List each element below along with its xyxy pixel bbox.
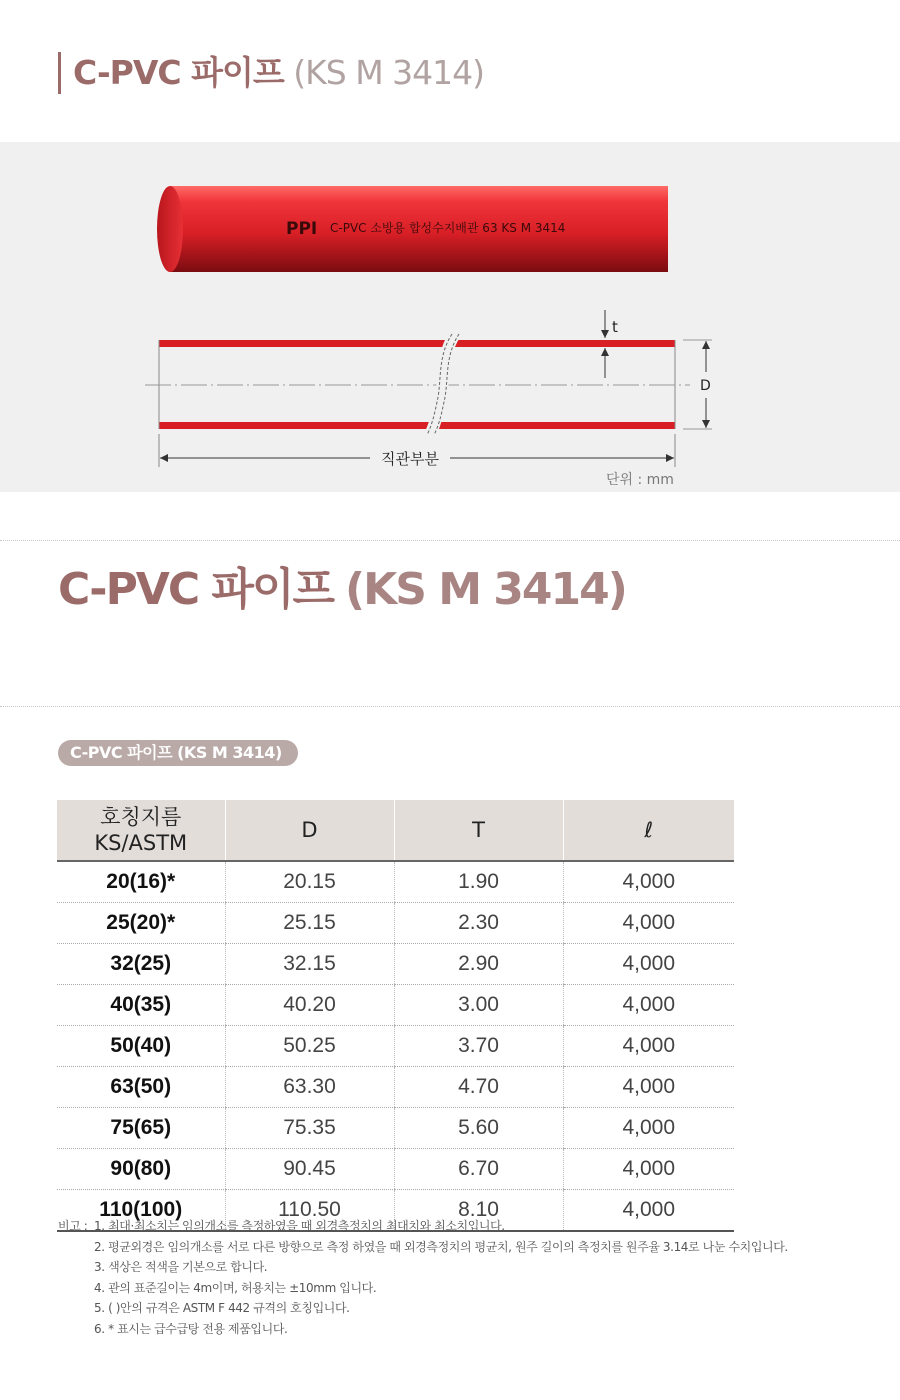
pipe-brand-print: PPI [286, 219, 318, 239]
note-item: 5. ( )안의 규격은 ASTM F 442 규격의 호칭입니다. [94, 1301, 350, 1315]
cell-t: 3.00 [394, 985, 563, 1026]
cell-length: 4,000 [563, 944, 734, 985]
pipe-photo [157, 186, 668, 272]
table-row [57, 944, 734, 985]
thickness-label: t [612, 318, 618, 336]
cell-t: 3.70 [394, 1026, 563, 1067]
notes [58, 1216, 858, 1339]
cell-t: 2.30 [394, 903, 563, 944]
header-nominal-size: 호칭지름 KS/ASTM [57, 800, 225, 861]
spec-table [57, 800, 734, 1232]
divider [0, 706, 900, 707]
pipe-diagram [0, 142, 900, 492]
table-row [57, 1149, 734, 1190]
table-header-row [57, 800, 734, 861]
cell-nominal: 75(65) [57, 1108, 225, 1149]
pipe-spec-print: C-PVC 소방용 합성수지배관 63 KS M 3414 [330, 221, 566, 235]
note-item: 3. 색상은 적색을 기본으로 합니다. [94, 1260, 268, 1274]
diameter-label: D [700, 378, 711, 394]
cell-length: 4,000 [563, 1108, 734, 1149]
page-title-main: C-PVC 파이프 [73, 53, 284, 92]
pipe-section-drawing [145, 310, 712, 488]
cell-nominal: 90(80) [57, 1149, 225, 1190]
header-length: ℓ [563, 800, 734, 861]
section-title-main: C-PVC 파이프 [58, 564, 333, 615]
cell-d: 110.50 [225, 1190, 394, 1232]
cell-t: 8.10 [394, 1190, 563, 1232]
divider [0, 540, 900, 541]
table-caption-badge: C-PVC 파이프 (KS M 3414) [58, 740, 298, 766]
cell-d: 50.25 [225, 1026, 394, 1067]
cell-d: 25.15 [225, 903, 394, 944]
cell-length: 4,000 [563, 1190, 734, 1232]
cell-t: 1.90 [394, 861, 563, 903]
cell-nominal: 63(50) [57, 1067, 225, 1108]
notes-label: 비고 : [58, 1219, 88, 1233]
table-row [57, 861, 734, 903]
cell-d: 90.45 [225, 1149, 394, 1190]
cell-t: 6.70 [394, 1149, 563, 1190]
notes-list [58, 1216, 858, 1339]
table-row [57, 903, 734, 944]
cell-d: 40.20 [225, 985, 394, 1026]
cell-nominal: 32(25) [57, 944, 225, 985]
cell-t: 2.90 [394, 944, 563, 985]
cell-d: 32.15 [225, 944, 394, 985]
cell-length: 4,000 [563, 1026, 734, 1067]
section-title [58, 560, 626, 620]
table-row [57, 1108, 734, 1149]
cell-length: 4,000 [563, 985, 734, 1026]
unit-label: 단위 : mm [606, 472, 674, 488]
table-row [57, 1067, 734, 1108]
cell-length: 4,000 [563, 861, 734, 903]
note-item: 4. 관의 표준길이는 4m이며, 허용치는 ±10mm 입니다. [94, 1280, 377, 1295]
page-title [58, 52, 484, 94]
cell-nominal: 40(35) [57, 985, 225, 1026]
note-item: 6. * 표시는 급수급탕 전용 제품입니다. [94, 1321, 288, 1336]
cell-d: 20.15 [225, 861, 394, 903]
cell-length: 4,000 [563, 1149, 734, 1190]
header-t: T [394, 800, 563, 861]
cell-d: 63.30 [225, 1067, 394, 1108]
cell-length: 4,000 [563, 903, 734, 944]
page-title-sub: (KS M 3414) [293, 53, 485, 92]
cell-nominal: 50(40) [57, 1026, 225, 1067]
header-d: D [225, 800, 394, 861]
cell-nominal: 110(100) [57, 1190, 225, 1232]
cell-t: 5.60 [394, 1108, 563, 1149]
cell-nominal: 25(20)* [57, 903, 225, 944]
section-title-sub: (KS M 3414) [344, 564, 626, 615]
note-item: 1. 최대·최소치는 임의개소를 측정하였을 때 외경측정치의 최대치와 최소치입니다. [94, 1219, 505, 1233]
straight-section-label: 직관부분 [381, 450, 439, 468]
note-item: 2. 평균외경은 임의개소를 서로 다른 방향으로 측정 하였을 때 외경측정치의 평균치, 원주 길이의 측정치를 원주율 3.14로 나눈 수치입니다. [94, 1239, 788, 1254]
cell-nominal: 20(16)* [57, 861, 225, 903]
table-row [57, 985, 734, 1026]
pipe-diagram-panel [0, 142, 900, 492]
cell-d: 75.35 [225, 1108, 394, 1149]
table-row [57, 1026, 734, 1067]
cell-t: 4.70 [394, 1067, 563, 1108]
cell-length: 4,000 [563, 1067, 734, 1108]
